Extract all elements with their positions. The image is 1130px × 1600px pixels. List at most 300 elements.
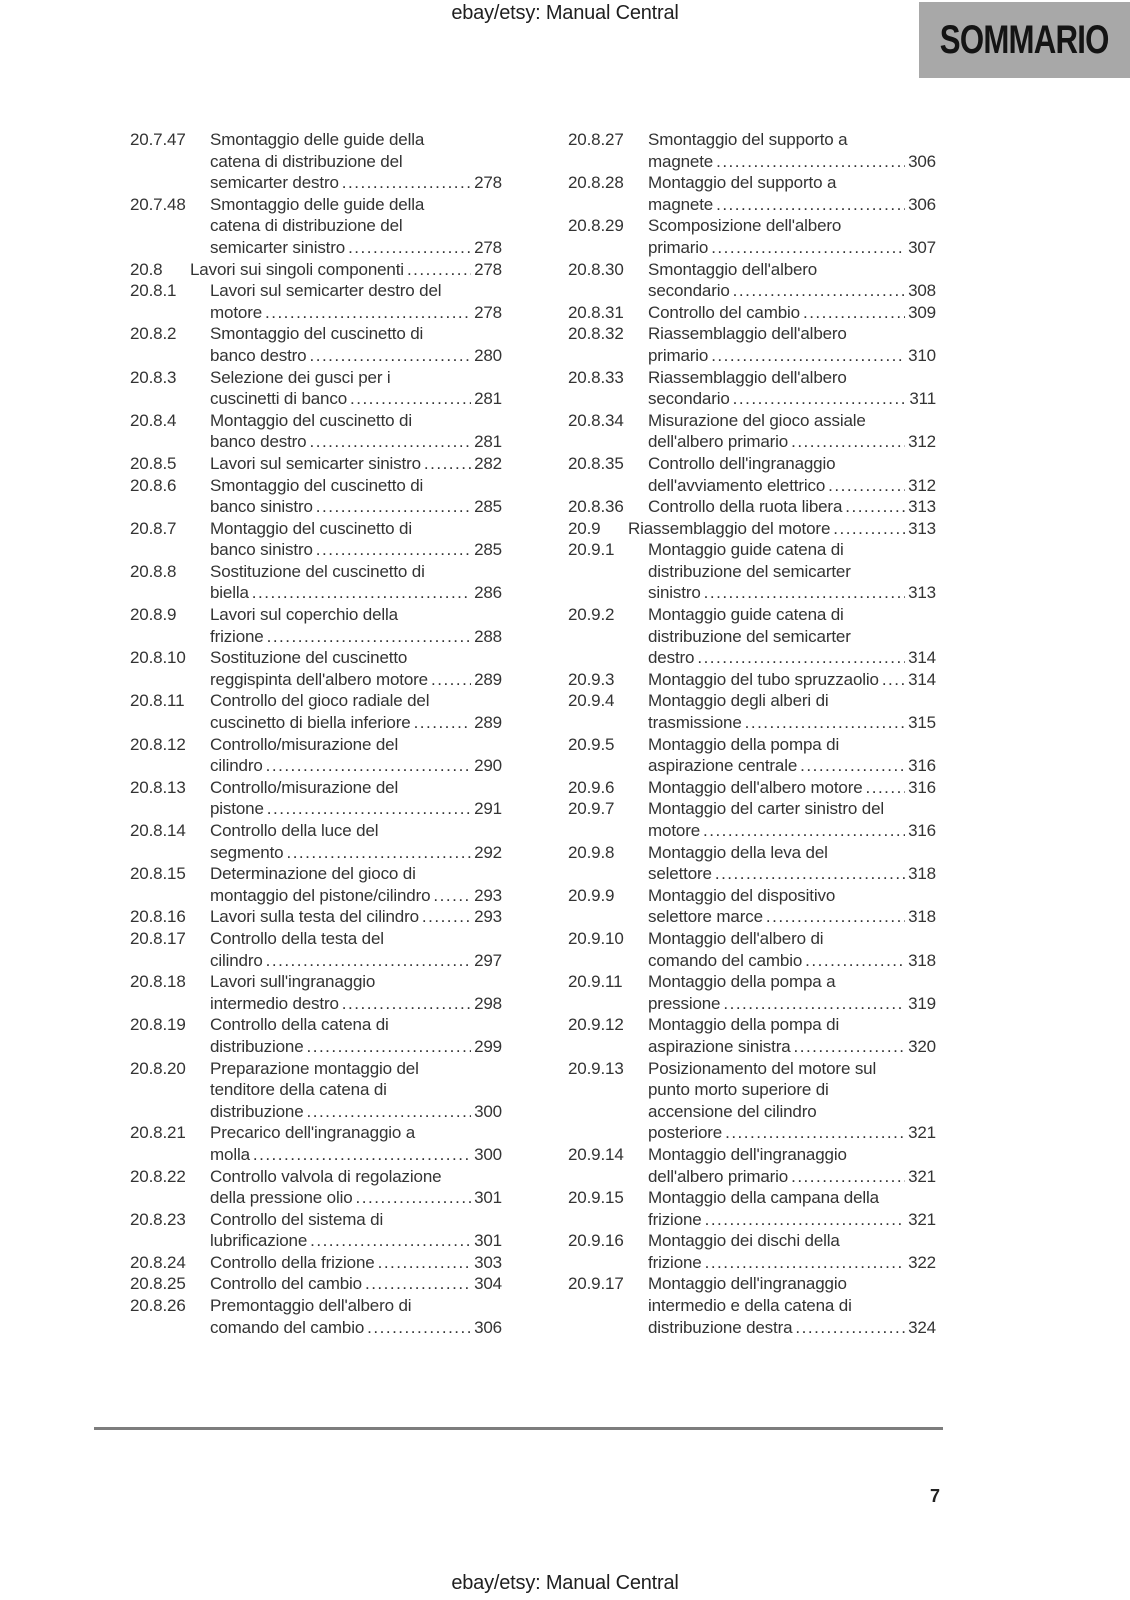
toc-entry-title-line: della pressione olio — [210, 1188, 353, 1208]
toc-leader-dots — [828, 475, 905, 497]
toc-entry-title-line: motore — [648, 821, 701, 840]
toc-leader-dots — [267, 626, 471, 648]
toc-entry-title-line: Controllo della frizione — [210, 1252, 375, 1272]
toc-entry — [568, 734, 936, 777]
toc-entry — [130, 475, 502, 518]
toc-entry-title-line: Lavori sull'ingranaggio — [210, 972, 376, 992]
toc-leader-dots — [725, 1122, 905, 1144]
toc-entry-title-line: intermedio destro — [210, 993, 339, 1013]
toc-entry-title-line: Premontaggio dell'albero di — [210, 1296, 412, 1316]
toc-entry-page: 306 — [474, 1317, 502, 1337]
toc-entry-number: 20.8.34 — [568, 410, 624, 430]
toc-entry-title-line: comando del cambio — [210, 1317, 365, 1337]
toc-entry-page: 289 — [474, 713, 502, 733]
toc-entry-number: 20.8.7 — [130, 518, 177, 538]
toc-entry — [130, 690, 502, 733]
toc-entry-title-line: Riassemblaggio del motore — [628, 518, 831, 538]
toc-entry-title-line: secondario — [648, 389, 730, 409]
toc-entry-title-line: tenditore della catena di — [210, 1080, 387, 1100]
toc-entry-title-line: Controllo/misurazione del — [210, 734, 399, 754]
toc-entry-title-line: aspirazione centrale — [648, 756, 798, 776]
toc-entry-title-line: sinistro — [648, 583, 701, 603]
toc-entry-title-line: cilindro — [210, 950, 263, 970]
toc-entry — [568, 1144, 936, 1187]
toc-entry-page: 297 — [474, 950, 502, 970]
toc-entry-title-line: Montaggio dei dischi della — [648, 1231, 840, 1251]
toc-entry-title-line: Controllo della ruota libera — [648, 497, 843, 517]
toc-entry-title-line: Smontaggio dell'albero — [648, 259, 818, 279]
toc-entry-page: 324 — [908, 1317, 936, 1337]
toc-entry-title-line: Lavori sul semicarter destro del — [210, 281, 442, 301]
toc-entry-number: 20.9.10 — [568, 928, 624, 948]
toc-entry-title-line: Misurazione del gioco assiale — [648, 410, 866, 430]
toc-entry-title-line: frizione — [648, 1209, 702, 1229]
toc-entry-title-line: Montaggio della pompa di — [648, 1015, 840, 1035]
toc-entry-title-line: Smontaggio del cuscinetto di — [210, 475, 424, 495]
toc-entry-title-line: molla — [210, 1144, 250, 1164]
toc-entry — [568, 172, 936, 215]
toc-entry-title-line: Posizionamento del motore sul — [648, 1058, 877, 1078]
toc-entry-number: 20.8.12 — [130, 734, 186, 754]
toc-entry-title-line: Montaggio della pompa di — [648, 734, 840, 754]
toc-entry-number: 20.9.7 — [568, 799, 615, 819]
toc-entry-title-line: Controllo della catena di — [210, 1015, 389, 1035]
toc-entry-title-line: Montaggio del supporto a — [648, 173, 837, 193]
toc-leader-dots — [703, 820, 905, 842]
toc-leader-dots — [705, 1209, 905, 1231]
toc-entry-number: 20.9.9 — [568, 885, 615, 905]
toc-entry-page: 310 — [908, 345, 936, 365]
toc-leader-dots — [833, 518, 905, 540]
toc-leader-dots — [422, 906, 471, 928]
toc-entry — [130, 928, 502, 971]
toc-entry-title-line: banco sinistro — [210, 540, 313, 560]
toc-entry-page: 281 — [474, 432, 502, 452]
table-of-contents — [130, 129, 936, 1338]
toc-leader-dots — [704, 582, 905, 604]
toc-entry-number: 20.9.16 — [568, 1231, 624, 1251]
toc-entry — [568, 604, 936, 669]
toc-entry-number: 20.8.36 — [568, 497, 624, 517]
toc-entry — [130, 453, 502, 475]
toc-entry-title-line: Controllo del cambio — [210, 1274, 362, 1294]
toc-leader-dots — [286, 842, 471, 864]
toc-entry-number: 20.8.16 — [130, 907, 186, 927]
toc-leader-dots — [795, 1317, 905, 1339]
toc-entry-number: 20.8.20 — [130, 1058, 186, 1078]
toc-entry-title-line: Selezione dei gusci per i — [210, 367, 391, 387]
toc-entry-page: 281 — [474, 389, 502, 409]
toc-entry — [130, 410, 502, 453]
toc-entry-number: 20.8.6 — [130, 475, 177, 495]
toc-leader-dots — [433, 885, 471, 907]
toc-entry-number: 20.8.29 — [568, 216, 624, 236]
toc-leader-dots — [253, 1144, 471, 1166]
toc-entry-title-line: Smontaggio del supporto a — [648, 130, 848, 149]
toc-leader-dots — [310, 1230, 471, 1252]
toc-entry-number: 20.9.15 — [568, 1188, 624, 1208]
toc-entry-title-line: frizione — [648, 1252, 702, 1272]
toc-entry-number: 20.8.26 — [130, 1296, 186, 1316]
toc-leader-dots — [716, 151, 905, 173]
toc-leader-dots — [794, 1036, 905, 1058]
toc-entry-title-line: Smontaggio del cuscinetto di — [210, 324, 424, 344]
toc-leader-dots — [803, 302, 905, 324]
toc-entry-page: 286 — [474, 583, 502, 603]
toc-entry-title-line: Controllo del gioco radiale del — [210, 691, 430, 711]
toc-entry-title-line: Determinazione del gioco di — [210, 864, 416, 884]
toc-entry — [130, 1295, 502, 1338]
toc-entry-title-line: Montaggio del dispositivo — [648, 885, 836, 905]
toc-entry — [568, 777, 936, 799]
toc-entry-number: 20.9.8 — [568, 842, 615, 862]
toc-entry-title-line: punto morto superiore di — [648, 1080, 829, 1100]
toc-entry-title-line: cuscinetti di banco — [210, 389, 348, 409]
toc-entry-number: 20.7.47 — [130, 130, 186, 149]
toc-entry — [568, 971, 936, 1014]
toc-entry-page: 312 — [908, 432, 936, 452]
toc-leader-dots — [745, 712, 905, 734]
toc-entry — [568, 690, 936, 733]
toc-leader-dots — [711, 345, 905, 367]
toc-entry-page: 298 — [474, 993, 502, 1013]
toc-entry-number: 20.8.27 — [568, 130, 624, 149]
toc-entry-title-line: Montaggio del tubo spruzzaolio — [648, 669, 879, 689]
toc-entry-title-line: accensione del cilindro — [648, 1101, 817, 1121]
toc-entry-title-line: Montaggio guide catena di — [648, 540, 844, 560]
toc-entry-page: 301 — [474, 1231, 502, 1251]
toc-entry — [568, 129, 936, 172]
toc-entry — [130, 323, 502, 366]
toc-entry — [130, 906, 502, 928]
toc-entry-number: 20.9.6 — [568, 777, 615, 797]
toc-entry-title-line: aspirazione sinistra — [648, 1036, 791, 1056]
toc-entry — [568, 1187, 936, 1230]
toc-entry-title-line: semicarter destro — [210, 173, 339, 193]
toc-entry-title-line: Precarico dell'ingranaggio a — [210, 1123, 416, 1143]
toc-entry-title-line: Lavori sui singoli componenti — [190, 259, 404, 279]
toc-entry-title-line: Montaggio della pompa a — [648, 972, 836, 992]
toc-entry-title-line: Montaggio del carter sinistro del — [648, 799, 885, 819]
toc-entry — [568, 1230, 936, 1273]
toc-entry-page: 293 — [474, 885, 502, 905]
toc-entry-number: 20.8.3 — [130, 367, 177, 387]
toc-entry — [568, 669, 936, 691]
toc-entry-title-line: Montaggio del cuscinetto di — [210, 518, 412, 538]
toc-leader-dots — [265, 302, 471, 324]
toc-entry-number: 20.9.3 — [568, 669, 615, 689]
toc-leader-dots — [342, 172, 471, 194]
toc-entry-title-line: comando del cambio — [648, 950, 803, 970]
footer-title: ebay/etsy: Manual Central — [451, 1572, 679, 1594]
toc-entry — [130, 194, 502, 259]
toc-entry-number: 20.8.4 — [130, 410, 177, 430]
toc-entry-title-line: Montaggio dell'albero motore — [648, 777, 863, 797]
toc-entry-page: 318 — [908, 950, 936, 970]
toc-entry-page: 301 — [474, 1188, 502, 1208]
toc-entry-page: 314 — [908, 669, 936, 689]
toc-entry-number: 20.8.15 — [130, 864, 186, 884]
toc-entry-page: 290 — [474, 756, 502, 776]
toc-entry-title-line: segmento — [210, 842, 284, 862]
toc-entry — [130, 820, 502, 863]
toc-entry — [130, 1014, 502, 1057]
toc-entry-title-line: distribuzione del semicarter — [648, 561, 851, 581]
toc-entry-page: 278 — [474, 259, 502, 279]
toc-entry-title-line: Controllo del cambio — [648, 302, 800, 322]
toc-leader-dots — [378, 1252, 471, 1274]
footer-rule — [94, 1427, 943, 1430]
toc-entry-page: 306 — [908, 151, 936, 171]
toc-leader-dots — [697, 647, 905, 669]
toc-entry-title-line: montaggio del pistone/cilindro — [210, 885, 431, 905]
toc-column-right — [568, 129, 936, 1338]
toc-entry-page: 319 — [908, 993, 936, 1013]
toc-entry-number: 20.9.4 — [568, 691, 615, 711]
toc-entry — [130, 647, 502, 690]
toc-column-left — [130, 129, 502, 1338]
toc-entry-title-line: selettore — [648, 864, 712, 884]
toc-entry-title-line: primario — [648, 237, 709, 257]
toc-entry-number: 20.8.21 — [130, 1123, 186, 1143]
toc-entry — [130, 604, 502, 647]
toc-entry-number: 20.9 — [568, 518, 601, 538]
toc-entry-page: 285 — [474, 497, 502, 517]
toc-leader-dots — [733, 388, 905, 410]
toc-leader-dots — [310, 431, 472, 453]
toc-entry-number: 20.8.30 — [568, 259, 624, 279]
toc-entry-title-line: dell'avviamento elettrico — [648, 475, 826, 495]
toc-leader-dots — [342, 993, 471, 1015]
toc-entry-title-line: reggispinta dell'albero motore — [210, 669, 428, 689]
toc-entry-page: 299 — [474, 1036, 502, 1056]
toc-entry-title-line: Controllo/misurazione del — [210, 777, 399, 797]
toc-entry-page: 321 — [908, 1123, 936, 1143]
toc-entry-title-line: cuscinetto di biella inferiore — [210, 713, 411, 733]
toc-entry — [130, 259, 502, 281]
toc-leader-dots — [307, 1101, 472, 1123]
toc-entry-number: 20.8.31 — [568, 302, 624, 322]
toc-entry-title-line: Lavori sulla testa del cilindro — [210, 907, 419, 927]
toc-entry-title-line: semicarter sinistro — [210, 237, 346, 257]
toc-entry-number: 20.8.17 — [130, 928, 186, 948]
toc-entry-page: 309 — [908, 302, 936, 322]
toc-entry-number: 20.9.2 — [568, 605, 615, 625]
toc-entry-title-line: motore — [210, 302, 263, 322]
toc-leader-dots — [716, 194, 905, 216]
toc-leader-dots — [424, 453, 471, 475]
toc-entry-page: 304 — [474, 1274, 502, 1294]
toc-leader-dots — [407, 259, 471, 281]
toc-entry-number: 20.8.18 — [130, 972, 186, 992]
toc-entry-number: 20.8.25 — [130, 1274, 186, 1294]
toc-entry-title-line: Riassemblaggio dell'albero — [648, 367, 847, 387]
toc-entry — [568, 215, 936, 258]
toc-entry-page: 280 — [474, 345, 502, 365]
toc-entry-title-line: trasmissione — [648, 713, 742, 733]
toc-leader-dots — [723, 993, 905, 1015]
toc-entry-page: 321 — [908, 1209, 936, 1229]
toc-entry-title-line: destro — [648, 648, 695, 668]
toc-entry-title-line: Smontaggio delle guide della — [210, 194, 425, 214]
toc-entry-title-line: distribuzione del semicarter — [648, 626, 851, 646]
toc-leader-dots — [791, 1166, 905, 1188]
toc-entry-title-line: Sostituzione del cuscinetto — [210, 648, 408, 668]
toc-entry-number: 20.8 — [130, 259, 163, 279]
toc-leader-dots — [310, 345, 472, 367]
toc-entry-title-line: Controllo dell'ingranaggio — [648, 453, 836, 473]
toc-entry-number: 20.8.13 — [130, 777, 186, 797]
toc-entry — [568, 496, 936, 518]
toc-entry-title-line: Smontaggio delle guide della — [210, 130, 425, 149]
toc-entry — [568, 323, 936, 366]
toc-leader-dots — [367, 1317, 471, 1339]
toc-leader-dots — [431, 669, 471, 691]
toc-entry-page: 278 — [474, 173, 502, 193]
toc-leader-dots — [866, 777, 905, 799]
toc-entry-page: 300 — [474, 1101, 502, 1121]
toc-entry — [130, 734, 502, 777]
toc-entry-page: 312 — [908, 475, 936, 495]
toc-entry-number: 20.9.12 — [568, 1015, 624, 1035]
toc-entry-title-line: banco destro — [210, 345, 307, 365]
toc-entry-number: 20.8.35 — [568, 453, 624, 473]
toc-entry-title-line: Preparazione montaggio del — [210, 1058, 419, 1078]
page-number: 7 — [929, 1486, 940, 1506]
toc-entry — [568, 842, 936, 885]
toc-entry-page: 313 — [908, 497, 936, 517]
toc-entry — [130, 1209, 502, 1252]
toc-entry-title-line: Montaggio della campana della — [648, 1188, 879, 1208]
toc-entry-page: 292 — [474, 842, 502, 862]
toc-entry — [130, 1273, 502, 1295]
toc-entry-title-line: banco sinistro — [210, 497, 313, 517]
toc-entry — [568, 453, 936, 496]
toc-entry — [130, 971, 502, 1014]
toc-leader-dots — [316, 539, 471, 561]
toc-entry-page: 306 — [908, 194, 936, 214]
toc-leader-dots — [805, 950, 905, 972]
toc-entry-title-line: Montaggio della leva del — [648, 842, 828, 862]
toc-entry-page: 289 — [474, 669, 502, 689]
toc-entry-page: 316 — [908, 756, 936, 776]
toc-entry-title-line: Controllo del sistema di — [210, 1209, 384, 1229]
toc-leader-dots — [766, 906, 905, 928]
toc-entry-title-line: Controllo valvola di regolazione — [210, 1166, 442, 1186]
toc-entry-title-line: Controllo della testa del — [210, 928, 384, 948]
toc-entry-page: 316 — [908, 777, 936, 797]
toc-leader-dots — [266, 755, 471, 777]
toc-entry-title-line: cilindro — [210, 756, 263, 776]
toc-entry — [568, 410, 936, 453]
toc-entry-page: 314 — [908, 648, 936, 668]
toc-entry-title-line: distribuzione — [210, 1036, 304, 1056]
toc-entry — [130, 280, 502, 323]
toc-entry-page: 322 — [908, 1252, 936, 1272]
toc-entry-page: 278 — [474, 302, 502, 322]
toc-entry-number: 20.8.14 — [130, 821, 186, 840]
toc-entry — [130, 561, 502, 604]
toc-entry-page: 307 — [908, 237, 936, 257]
toc-entry — [568, 518, 936, 540]
toc-entry — [568, 1014, 936, 1057]
toc-entry-page: 303 — [474, 1252, 502, 1272]
toc-leader-dots — [715, 863, 905, 885]
toc-leader-dots — [733, 280, 905, 302]
toc-entry-page: 313 — [908, 518, 936, 538]
toc-entry-title-line: dell'albero primario — [648, 1166, 789, 1186]
toc-entry — [568, 302, 936, 324]
toc-entry-title-line: pistone — [210, 799, 264, 819]
toc-entry — [568, 928, 936, 971]
toc-entry-page: 320 — [908, 1036, 936, 1056]
toc-entry — [130, 863, 502, 906]
toc-entry-page: 315 — [908, 713, 936, 733]
toc-entry — [568, 259, 936, 302]
toc-entry-title-line: pressione — [648, 993, 721, 1013]
toc-entry-title-line: Montaggio del cuscinetto di — [210, 410, 412, 430]
toc-entry-title-line: distribuzione destra — [648, 1317, 793, 1337]
toc-entry-title-line: catena di distribuzione del — [210, 216, 403, 236]
toc-entry-number: 20.8.11 — [130, 691, 185, 711]
toc-entry-number: 20.8.24 — [130, 1252, 186, 1272]
toc-entry — [130, 1058, 502, 1123]
toc-entry-title-line: Riassemblaggio dell'albero — [648, 324, 847, 344]
toc-entry — [130, 777, 502, 820]
toc-entry-page: 293 — [474, 907, 502, 927]
toc-entry-title-line: Montaggio dell'ingranaggio — [648, 1274, 847, 1294]
toc-entry-number: 20.8.19 — [130, 1015, 186, 1035]
toc-entry-page: 318 — [908, 864, 936, 884]
toc-entry-number: 20.7.48 — [130, 194, 186, 214]
toc-entry — [130, 367, 502, 410]
toc-entry-title-line: Lavori sul coperchio della — [210, 605, 398, 625]
toc-entry-title-line: posteriore — [648, 1123, 723, 1143]
toc-leader-dots — [365, 1273, 471, 1295]
toc-entry-page: 321 — [908, 1166, 936, 1186]
toc-entry — [568, 798, 936, 841]
toc-entry-page: 311 — [909, 389, 936, 409]
toc-entry-title-line: distribuzione — [210, 1101, 304, 1121]
toc-entry-number: 20.9.14 — [568, 1144, 624, 1164]
toc-entry-title-line: Sostituzione del cuscinetto di — [210, 561, 425, 581]
toc-entry-page: 291 — [474, 799, 502, 819]
sommario-label: SOMMARIO — [940, 17, 1109, 62]
toc-entry-title-line: lubrificazione — [210, 1231, 308, 1251]
toc-leader-dots — [307, 1036, 472, 1058]
toc-entry-title-line: Scomposizione dell'albero — [648, 216, 842, 236]
toc-entry-number: 20.8.28 — [568, 173, 624, 193]
toc-leader-dots — [705, 1252, 905, 1274]
toc-entry-page: 313 — [908, 583, 936, 603]
toc-entry-page: 318 — [908, 907, 936, 927]
toc-entry — [568, 539, 936, 604]
toc-entry-page: 300 — [474, 1144, 502, 1164]
toc-entry-number: 20.8.5 — [130, 453, 177, 473]
toc-entry-title-line: primario — [648, 345, 709, 365]
toc-entry — [568, 1058, 936, 1144]
toc-entry — [130, 129, 502, 194]
toc-entry — [568, 367, 936, 410]
toc-leader-dots — [316, 496, 471, 518]
toc-entry-page: 308 — [908, 281, 936, 301]
toc-entry-title-line: magnete — [648, 194, 714, 214]
toc-entry — [130, 518, 502, 561]
toc-entry-page: 316 — [908, 821, 936, 840]
toc-entry-number: 20.9.1 — [568, 540, 615, 560]
toc-entry-title-line: frizione — [210, 626, 264, 646]
toc-entry-number: 20.8.2 — [130, 324, 177, 344]
